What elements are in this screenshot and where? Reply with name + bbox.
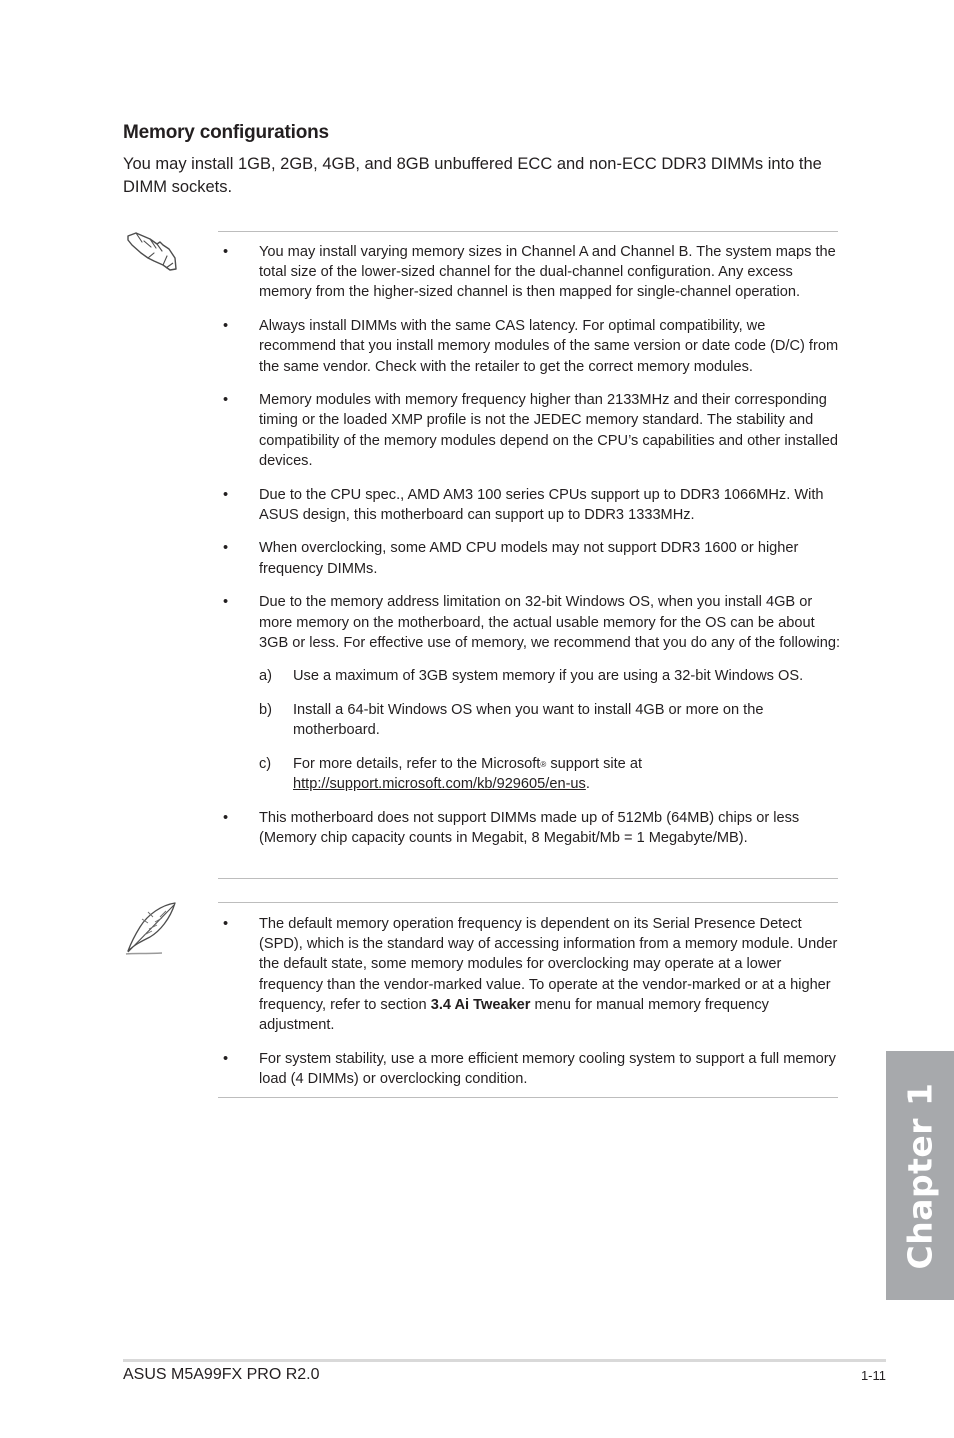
- list-item-text: Due to the CPU spec., AMD AM3 100 series CPUs support up to DDR3 1066MHz. With ASUS design, this motherboard can support up to DDR3 1333MHz.: [259, 486, 824, 523]
- bullet: •: [223, 1050, 229, 1067]
- list-item-text: Due to the memory address limitation on 32-bit Windows OS, when you install 4GB or more memory on the motherboard, the actual usable memory for the OS can be about 3GB or less. For effective use of memory, we recommend that you do any of the following:: [259, 594, 841, 651]
- footer-page-number: 1-11: [860, 1368, 886, 1383]
- sub-item-text: For more details, refer to the Microsoft: [293, 756, 541, 773]
- list-item-text: For system stability, use a more efficient memory cooling system to support a full memory load (4 DIMMs) or overclocking condition.: [259, 1050, 836, 1087]
- list-item-text: The default memory operation frequency is dependent on its Serial Presence Detect (SPD), which is the standard way of accessing information from a memory module. Under the default state, some memory modules for overclocking may operate at a lower frequency than the vendor-marked value. To operate at the vendor-marked or at a higher frequency, refer to section: [259, 916, 838, 1013]
- list-item-text: Memory modules with memory frequency higher than 2133MHz and their corresponding timing or the loaded XMP profile is not the JEDEC memory standard. The stability and compatibility of the memory modules depend on the CPU’s capabilities and other installed devices.: [259, 392, 838, 469]
- sub-item-tag: b): [259, 702, 272, 719]
- bullet: •: [223, 809, 229, 826]
- section-heading: Memory configurations: [123, 122, 329, 143]
- microsoft-support-link[interactable]: http://support.microsoft.com/kb/929605/en-us: [293, 776, 586, 793]
- list-item: [223, 592, 843, 653]
- intro-paragraph: You may install 1GB, 2GB, 4GB, and 8GB unbuffered ECC and non-ECC DDR3 DIMMs into the DIMM sockets.: [123, 155, 822, 196]
- bullet: •: [223, 594, 229, 611]
- list-item-text: This motherboard does not support DIMMs made up of 512Mb (64MB) chips or less (Memory chip capacity counts in Megabit, 8 Megabit/Mb = 1 Megabyte/MB).: [259, 809, 800, 847]
- important-box-top-rule: [218, 231, 838, 232]
- bullet: •: [223, 916, 229, 932]
- sub-item-tag: a): [259, 668, 272, 685]
- footer-rule: [123, 1359, 886, 1362]
- list-item: [223, 808, 843, 848]
- note-list: [223, 914, 843, 1089]
- list-item: [223, 242, 843, 303]
- sub-item-a: [223, 666, 843, 686]
- chapter-label: Chapter 1: [900, 1082, 940, 1269]
- important-box-bottom-rule: [218, 878, 838, 879]
- bullet: •: [223, 392, 229, 409]
- sub-item-b: [223, 700, 843, 740]
- bullet: •: [223, 244, 229, 260]
- sub-item-text: support site at: [546, 756, 643, 773]
- important-notes-list: [223, 242, 843, 848]
- list-item: [223, 485, 843, 525]
- bullet: •: [223, 486, 229, 503]
- section-reference: 3.4 Ai Tweaker: [430, 996, 531, 1013]
- note-box-bottom-rule: [218, 1097, 838, 1098]
- note-box-top-rule: [218, 902, 838, 903]
- feather-quill-icon: [122, 901, 180, 957]
- sub-item-tag: c): [259, 756, 272, 773]
- chapter-side-tab: [886, 1051, 954, 1300]
- list-item-text: Always install DIMMs with the same CAS latency. For optimal compatibility, we recommend that you install memory modules of the same version or date code (D/C) from the same vendor. Check with the retailer to get the correct memory modules.: [259, 318, 839, 375]
- footer-product-name: ASUS M5A99FX PRO R2.0: [123, 1366, 320, 1383]
- bullet: •: [223, 318, 229, 335]
- hand-pointing-icon: [126, 229, 180, 273]
- list-item: [223, 1049, 843, 1089]
- sub-item-period: .: [585, 776, 590, 793]
- list-item-text: menu for manual memory frequency adjustment.: [259, 996, 769, 1034]
- list-item: [223, 914, 843, 1035]
- sub-item-c: [223, 754, 843, 794]
- sub-item-text: Install a 64-bit Windows OS when you want to install 4GB or more on the motherboard.: [293, 702, 764, 739]
- bullet: •: [223, 540, 229, 557]
- list-item-text: You may install varying memory sizes in Channel A and Channel B. The system maps the total size of the lower-sized channel for the dual-channel configuration. Any excess memory from the higher-sized channel is then mapped for single-channel operation.: [259, 244, 836, 301]
- sub-item-text: Use a maximum of 3GB system memory if you are using a 32-bit Windows OS.: [293, 668, 804, 685]
- registered-mark: ®: [540, 760, 547, 770]
- list-item: [223, 316, 843, 377]
- list-item: [223, 390, 843, 471]
- list-item: [223, 538, 843, 578]
- list-item-text: When overclocking, some AMD CPU models may not support DDR3 1600 or higher frequency DIMMs.: [259, 540, 799, 577]
